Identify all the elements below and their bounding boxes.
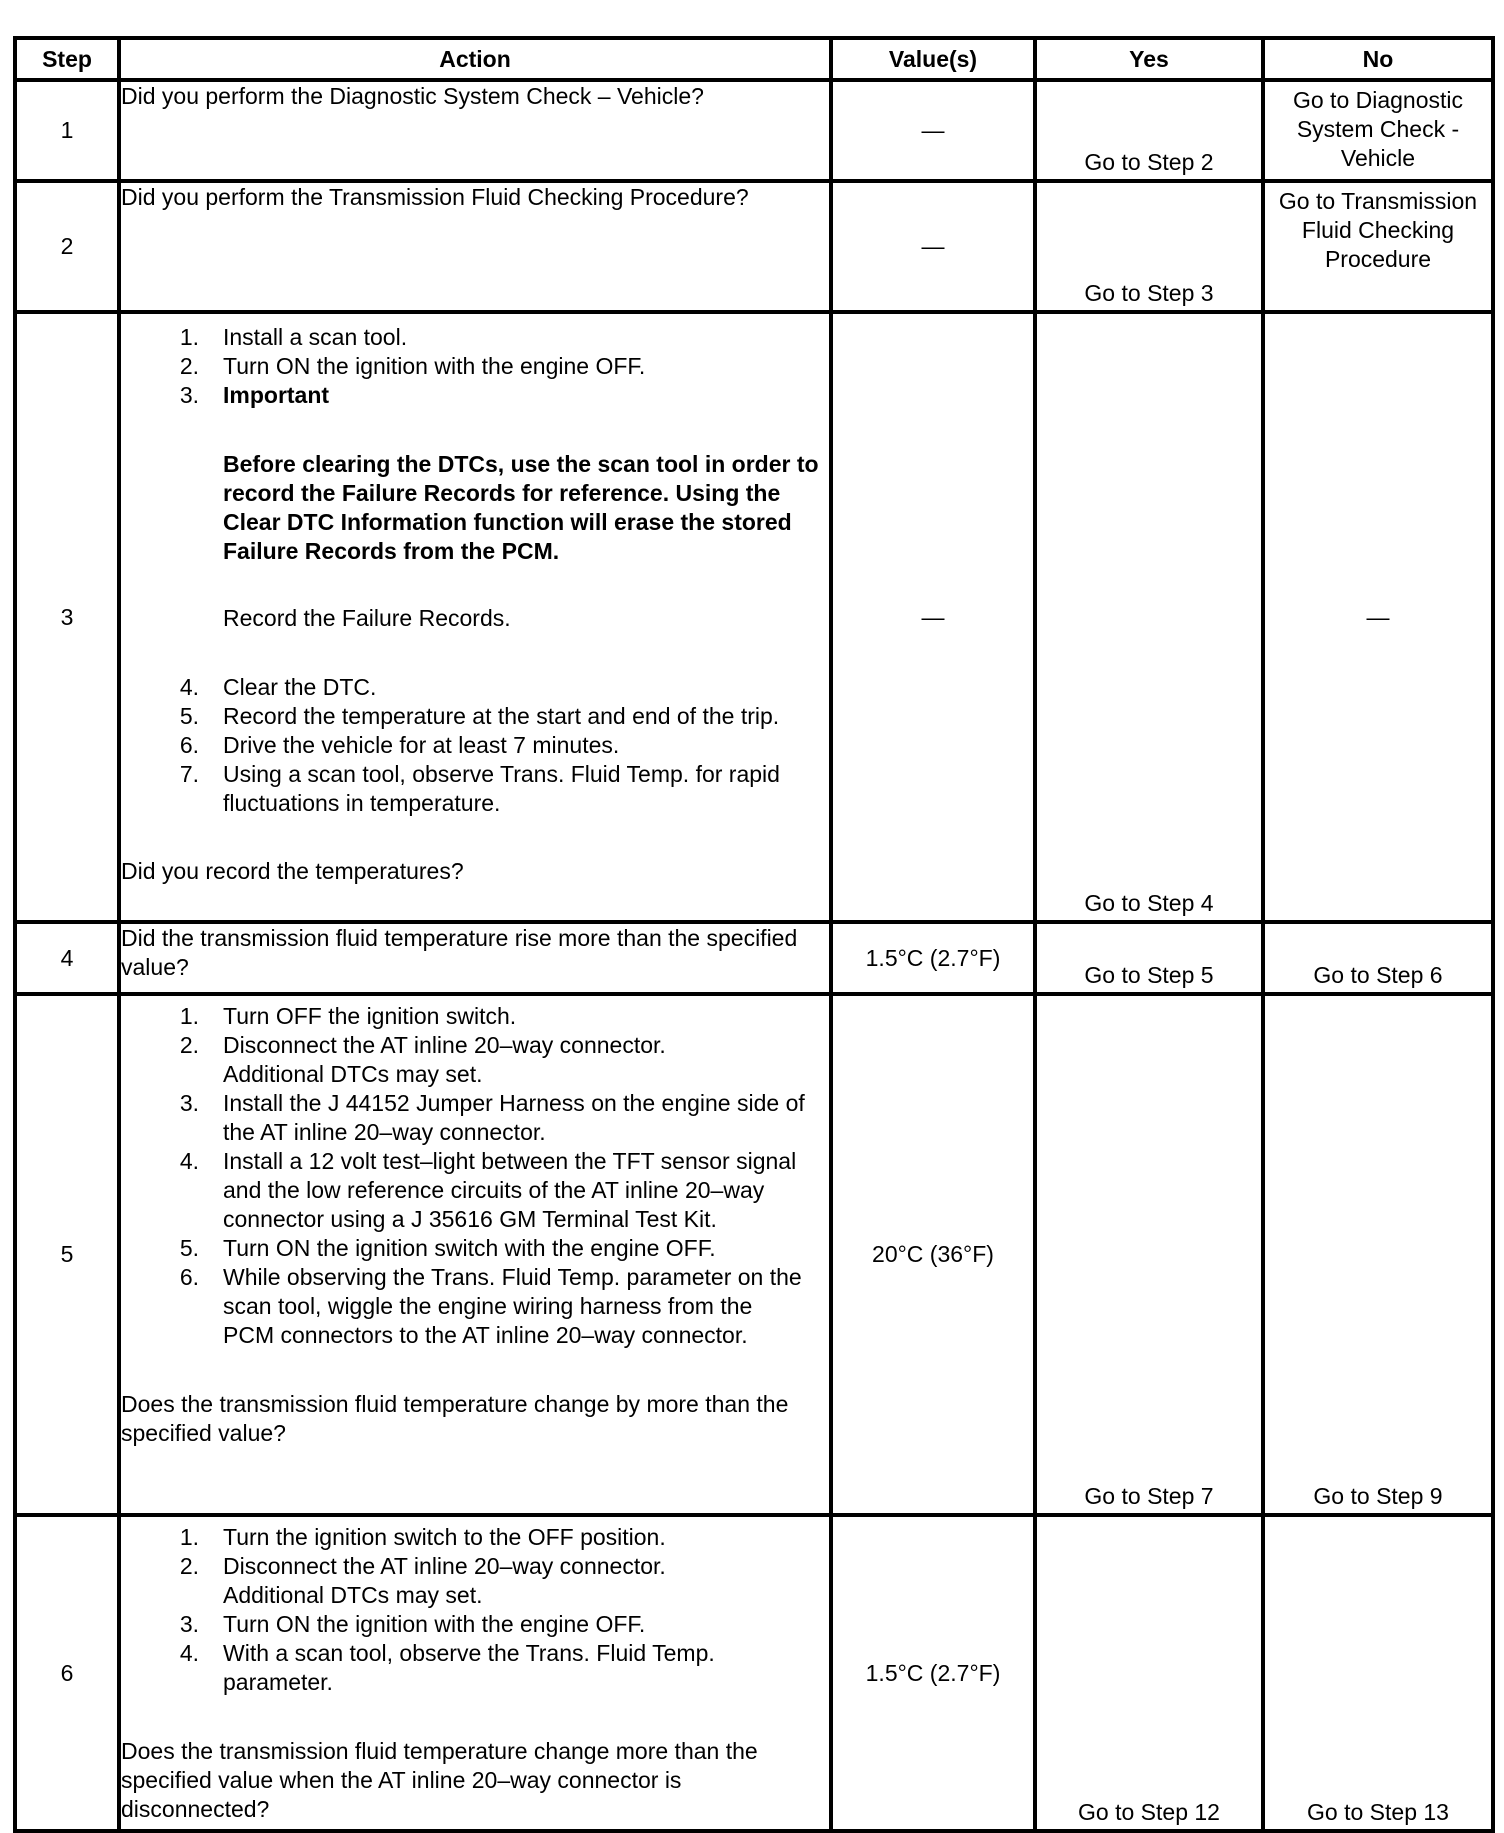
action-cell	[119, 994, 831, 1515]
yes-cell	[1035, 312, 1263, 922]
no-cell	[1263, 1515, 1493, 1831]
action-cell	[119, 181, 831, 312]
question: Did you record the temperatures?	[121, 858, 464, 884]
yes-cell	[1035, 994, 1263, 1515]
list-item: 5. Turn ON the ignition switch with the engine OFF.	[179, 1235, 716, 1261]
no-link[interactable]: Go to Step 9	[1313, 1483, 1443, 1509]
list-item: 7. Using a scan tool, observe Trans. Fluid Temp. for rapid fluctuations in temperature.	[179, 761, 780, 816]
no-link[interactable]: Go to Step 13	[1307, 1799, 1449, 1825]
action-cell	[119, 80, 831, 181]
list-item: 1. Turn OFF the ignition switch.	[179, 1003, 517, 1029]
action-cell	[119, 312, 831, 922]
list-item: 3. Important	[179, 382, 330, 408]
table-row	[15, 922, 1493, 994]
list-item: 2. Turn ON the ignition with the engine OFF.	[179, 353, 646, 379]
list-item: 1. Turn the ignition switch to the OFF position.	[179, 1524, 666, 1550]
action-steps	[121, 673, 829, 818]
list-item: 4. With a scan tool, observe the Trans. Fluid Temp. parameter.	[179, 1640, 715, 1695]
table-row	[15, 1515, 1493, 1831]
header-yes: Yes	[1035, 38, 1263, 80]
question: Did you perform the Transmission Fluid Checking Procedure?	[121, 184, 749, 210]
value-cell: 1.5°C (2.7°F)	[831, 1515, 1035, 1831]
value-cell: 1.5°C (2.7°F)	[831, 922, 1035, 994]
record-instruction: Record the Failure Records.	[223, 605, 511, 631]
question: Does the transmission fluid temperature change more than the specified value when the AT inline 20–way connector is disconnected?	[121, 1738, 758, 1822]
value-cell: 20°C (36°F)	[831, 994, 1035, 1515]
table-row	[15, 181, 1493, 312]
step-number: 3	[15, 312, 119, 922]
header-step: Step	[15, 38, 119, 80]
step-number: 4	[15, 922, 119, 994]
header-no: No	[1263, 38, 1493, 80]
yes-link[interactable]: Go to Step 4	[1084, 890, 1214, 916]
value-cell: —	[831, 181, 1035, 312]
action-steps	[121, 323, 829, 410]
no-cell	[1263, 80, 1493, 181]
yes-link[interactable]: Go to Step 3	[1084, 280, 1214, 306]
step-number: 1	[15, 80, 119, 181]
action-steps	[121, 1002, 825, 1350]
header-action: Action	[119, 38, 831, 80]
important-note: Before clearing the DTCs, use the scan tool in order to record the Failure Records for reference. Using the Clear DTC Information function will erase the stored Failure Records from the PCM.	[223, 451, 819, 564]
no-cell	[1263, 312, 1493, 922]
header-row	[15, 38, 1493, 80]
list-item: 2. Disconnect the AT inline 20–way connector. Additional DTCs may set.	[179, 1032, 666, 1087]
list-item: 4. Clear the DTC.	[179, 674, 377, 700]
yes-link[interactable]: Go to Step 7	[1084, 1483, 1214, 1509]
no-cell	[1263, 922, 1493, 994]
table-row	[15, 994, 1493, 1515]
yes-link[interactable]: Go to Step 2	[1084, 149, 1214, 175]
question: Did you perform the Diagnostic System Check – Vehicle?	[121, 83, 704, 109]
table-row	[15, 312, 1493, 922]
header-values: Value(s)	[831, 38, 1035, 80]
yes-link[interactable]: Go to Step 12	[1078, 1799, 1220, 1825]
list-item: 6. Drive the vehicle for at least 7 minutes.	[179, 732, 620, 758]
question: Does the transmission fluid temperature change by more than the specified value?	[121, 1391, 789, 1446]
step-number: 6	[15, 1515, 119, 1831]
action-cell	[119, 922, 831, 994]
action-steps	[121, 1523, 829, 1697]
value-cell: —	[831, 312, 1035, 922]
list-item: 3. Turn ON the ignition with the engine OFF.	[179, 1611, 646, 1637]
step-number: 2	[15, 181, 119, 312]
no-link[interactable]: Go to Transmission Fluid Checking Procedure	[1278, 188, 1478, 272]
list-item: 3. Install the J 44152 Jumper Harness on the engine side of the AT inline 20–way connector.	[179, 1090, 805, 1145]
table-row	[15, 80, 1493, 181]
action-cell	[119, 1515, 831, 1831]
diagnostic-table	[13, 36, 1495, 1833]
yes-cell	[1035, 922, 1263, 994]
no-cell	[1263, 181, 1493, 312]
yes-cell	[1035, 1515, 1263, 1831]
step-number: 5	[15, 994, 119, 1515]
yes-link[interactable]: Go to Step 5	[1084, 962, 1214, 988]
no-link[interactable]: Go to Diagnostic System Check - Vehicle	[1292, 87, 1464, 171]
list-item: 6. While observing the Trans. Fluid Temp. parameter on the scan tool, wiggle the engine wiring harness from the PCM connectors to the AT inline 20–way connector.	[179, 1264, 802, 1348]
list-item: 4. Install a 12 volt test–light between the TFT sensor signal and the low reference circuits of the AT inline 20–way connector using a J 35616 GM Terminal Test Kit.	[179, 1148, 797, 1232]
no-value: —	[1366, 603, 1390, 630]
yes-cell	[1035, 80, 1263, 181]
question: Did the transmission fluid temperature rise more than the specified value?	[121, 925, 798, 980]
list-item: 5. Record the temperature at the start and end of the trip.	[179, 703, 780, 729]
yes-cell	[1035, 181, 1263, 312]
no-link[interactable]: Go to Step 6	[1313, 962, 1443, 988]
value-cell: —	[831, 80, 1035, 181]
no-cell	[1263, 994, 1493, 1515]
list-item: 1. Install a scan tool.	[179, 324, 408, 350]
list-item: 2. Disconnect the AT inline 20–way connector. Additional DTCs may set.	[179, 1553, 666, 1608]
